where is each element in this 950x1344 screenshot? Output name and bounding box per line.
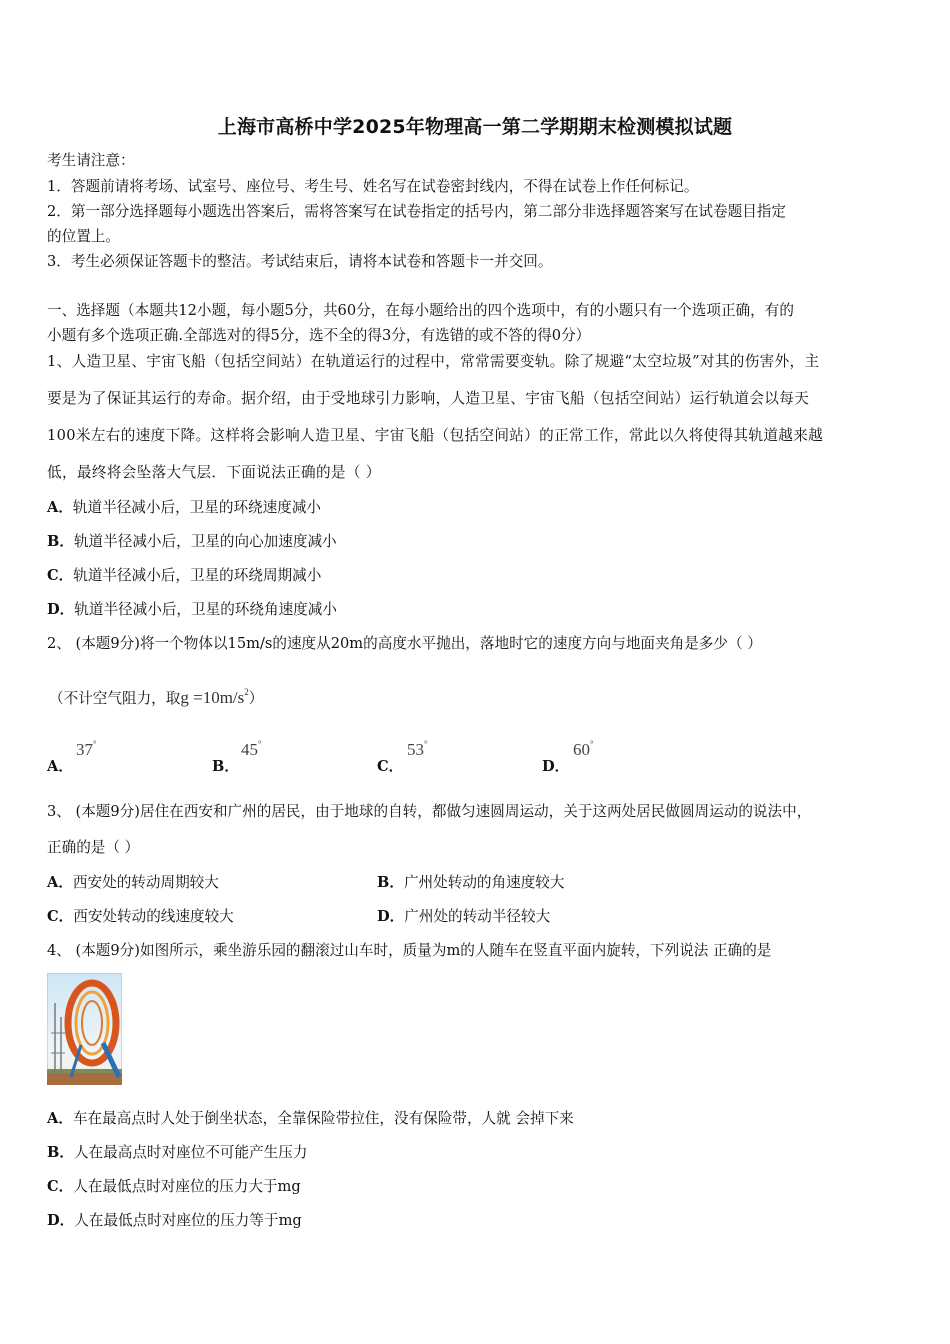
q2-option-b-value: 45°	[241, 739, 262, 759]
page-title: 上海市高桥中学2025年物理高一第二学期期末检测模拟试题	[217, 116, 733, 138]
q1-option-b	[47, 532, 337, 552]
q4-option-b: B．人在最高点时对座位不可能产生压力	[47, 1144, 308, 1161]
option-text: 轨道半径减小后，卫星的向心加速度减小	[73, 533, 337, 550]
q2-option-c-letter: C．	[377, 758, 404, 775]
gravity-expression: $g =10m/s^2$	[180, 687, 249, 707]
q2-condition-suffix: ）	[248, 690, 264, 707]
q1-line-4: 低，最终将会坠落大气层．下面说法正确的是（ ）	[47, 464, 381, 481]
option-letter: D．	[47, 601, 75, 618]
q2-option-b-letter: B．	[212, 758, 239, 775]
q4-line-1: 4、 (本题9分)如图所示，乘坐游乐园的翻滚过山车时，质量为m的人随车在竖直平面内旋转，下列说法 正确的是	[47, 942, 772, 959]
q3-line-2: 正确的是（ ）	[47, 839, 140, 856]
option-text: 轨道半径减小后，卫星的环绕周期减小	[73, 567, 322, 584]
q2-line-1: 2、 (本题9分)将一个物体以15m/s的速度从20m的高度水平抛出，落地时它的速度方向与地面夹角是多少（ ）	[47, 635, 762, 652]
q1-option-a	[47, 498, 321, 518]
q3-option-b: B．广州处转动的角速度较大	[377, 874, 565, 891]
q4-option-c: C．人在最低点时对座位的压力大于mg	[47, 1178, 301, 1195]
q1-line-1: 1、人造卫星、宇宙飞船（包括空间站）在轨道运行的过程中，常常需要变轨。除了规避“太空垃圾”对其的伤害外，主	[47, 353, 820, 370]
option-text: 轨道半径减小后，卫星的环绕速度减小	[72, 499, 322, 516]
q4-option-a: A．车在最高点时人处于倒坐状态，全靠保险带拉住，没有保险带，人就 会掉下来	[47, 1110, 574, 1127]
q1-option-d	[47, 600, 337, 620]
q3-option-d: D．广州处的转动半径较大	[377, 908, 551, 925]
notice-item-3: 3．考生必须保证答题卡的整洁。考试结束后，请将本试卷和答题卡一并交回。	[47, 253, 553, 270]
section-header-line-2: 小题有多个选项正确.全部选对的得5分，选不全的得3分，有选错的或不答的得0分）	[47, 327, 591, 344]
q2-option-c-value: 53°	[407, 739, 428, 759]
q1-line-3: 100米左右的速度下降。这样将会影响人造卫星、宇宙飞船（包括空间站）的正常工作，常此以久将使得其轨道越来越	[47, 427, 824, 444]
q2-option-a-letter: A．	[47, 758, 73, 775]
notice-item-2: 2．第一部分选择题每小题选出答案后，需将答案写在试卷指定的括号内，第二部分非选择题答案写在试卷题目指定	[47, 203, 786, 220]
q2-option-a-value: 37°	[76, 739, 97, 759]
notice-heading: 考生请注意：	[47, 152, 135, 169]
section-header-line-1: 一、选择题（本题共12小题，每小题5分，共60分，在每小题给出的四个选项中，有的小题只有一个选项正确，有的	[47, 302, 794, 319]
q3-line-1: 3、 (本题9分)居住在西安和广州的居民，由于地球的自转，都做匀速圆周运动，关于这两处居民做圆周运动的说法中，	[47, 803, 812, 820]
q1-line-2: 要是为了保证其运行的寿命。据介绍，由于受地球引力影响，人造卫星、宇宙飞船（包括空间站）运行轨道会以每天	[47, 390, 810, 407]
q2-option-d-value: 60°	[573, 739, 594, 759]
roller-coaster-image	[47, 973, 122, 1085]
option-letter: C．	[47, 567, 74, 584]
q4-option-d: D．人在最低点时对座位的压力等于mg	[47, 1212, 302, 1229]
q3-option-c: C．西安处转动的线速度较大	[47, 908, 234, 925]
option-letter: B．	[47, 533, 74, 550]
q2-line-2	[49, 688, 263, 710]
q3-option-a: A．西安处的转动周期较大	[47, 874, 219, 891]
option-text: 轨道半径减小后，卫星的环绕角速度减小	[74, 601, 337, 618]
notice-item-1: 1．答题前请将考场、试室号、座位号、考生号、姓名写在试卷密封线内，不得在试卷上作任何标记。	[47, 178, 699, 195]
q1-option-c	[47, 566, 321, 586]
q2-condition-prefix: （不计空气阻力，取	[49, 690, 181, 707]
notice-item-2-cont: 的位置上。	[47, 228, 120, 245]
option-letter: A．	[47, 499, 73, 516]
q2-option-d-letter: D．	[542, 758, 570, 775]
